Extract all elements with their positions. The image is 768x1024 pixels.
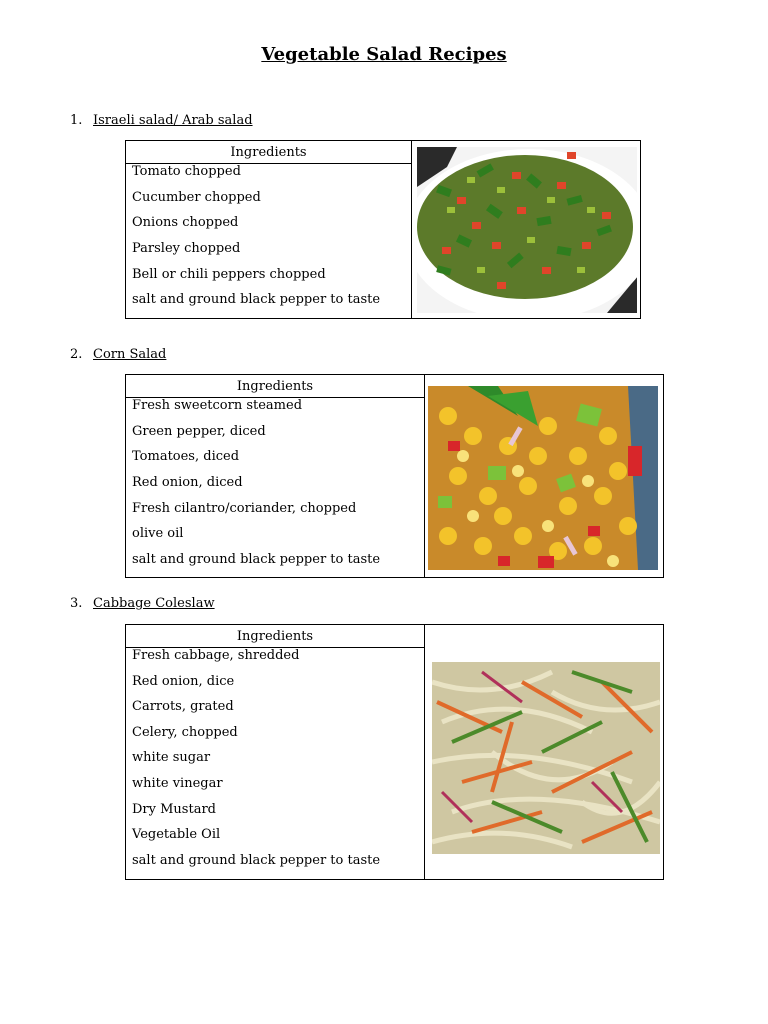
cabbage-coleslaw-photo: [432, 662, 660, 854]
ingredient-item: olive oil: [132, 526, 184, 542]
ingredients-column: [126, 375, 425, 577]
ingredient-item: white vinegar: [132, 775, 223, 791]
page-title: Vegetable Salad Recipes: [261, 44, 507, 65]
recipe-number: 3.: [70, 596, 83, 611]
ingredient-item: Fresh sweetcorn steamed: [132, 398, 303, 413]
recipe-name: Israeli salad/ Arab salad: [93, 113, 253, 128]
ingredient-item: salt and ground black pepper to taste: [132, 552, 381, 568]
ingredients-header: Ingredients: [126, 141, 411, 164]
ingredients-column: [126, 141, 412, 318]
ingredients-header: Ingredients: [126, 625, 424, 648]
photo-cell: [425, 375, 663, 577]
ingredient-item: Celery, chopped: [132, 724, 238, 740]
recipe-table-israeli-salad: [125, 140, 641, 319]
recipe-number: 2.: [70, 347, 83, 362]
ingredient-item: Bell or chili peppers chopped: [132, 266, 326, 282]
recipe-table-corn-salad: [125, 374, 664, 578]
ingredient-item: salt and ground black pepper to taste: [132, 852, 381, 868]
photo-cell: [425, 625, 663, 879]
recipe-name: Cabbage Coleslaw: [93, 596, 215, 611]
ingredients-header: Ingredients: [126, 375, 424, 398]
recipe-heading-corn-salad: [70, 347, 166, 362]
ingredient-item: Red onion, diced: [132, 475, 243, 491]
ingredient-item: Cucumber chopped: [132, 189, 261, 205]
ingredient-item: Tomatoes, diced: [132, 449, 240, 465]
ingredient-item: Parsley chopped: [132, 241, 241, 257]
ingredient-item: Vegetable Oil: [132, 827, 221, 843]
ingredient-item: Green pepper, diced: [132, 423, 266, 439]
ingredient-item: Dry Mustard: [132, 801, 216, 817]
recipe-name: Corn Salad: [93, 347, 167, 362]
ingredient-item: salt and ground black pepper to taste: [132, 292, 381, 308]
ingredient-item: Fresh cilantro/coriander, chopped: [132, 500, 357, 516]
ingredient-item: Red onion, dice: [132, 673, 235, 689]
photo-cell: [412, 141, 640, 318]
israeli-salad-photo: [417, 147, 637, 313]
ingredient-item: white sugar: [132, 750, 211, 766]
ingredient-item: Tomato chopped: [132, 164, 241, 179]
corn-salad-photo: [428, 386, 658, 570]
ingredient-item: Carrots, grated: [132, 699, 234, 715]
ingredient-item: Fresh cabbage, shredded: [132, 648, 300, 663]
recipe-heading-israeli-salad: [70, 113, 253, 128]
recipe-number: 1.: [70, 113, 83, 128]
recipe-heading-cabbage-coleslaw: [70, 596, 215, 611]
ingredients-column: [126, 625, 425, 879]
ingredient-item: Onions chopped: [132, 215, 239, 231]
recipe-table-cabbage-coleslaw: [125, 624, 664, 880]
